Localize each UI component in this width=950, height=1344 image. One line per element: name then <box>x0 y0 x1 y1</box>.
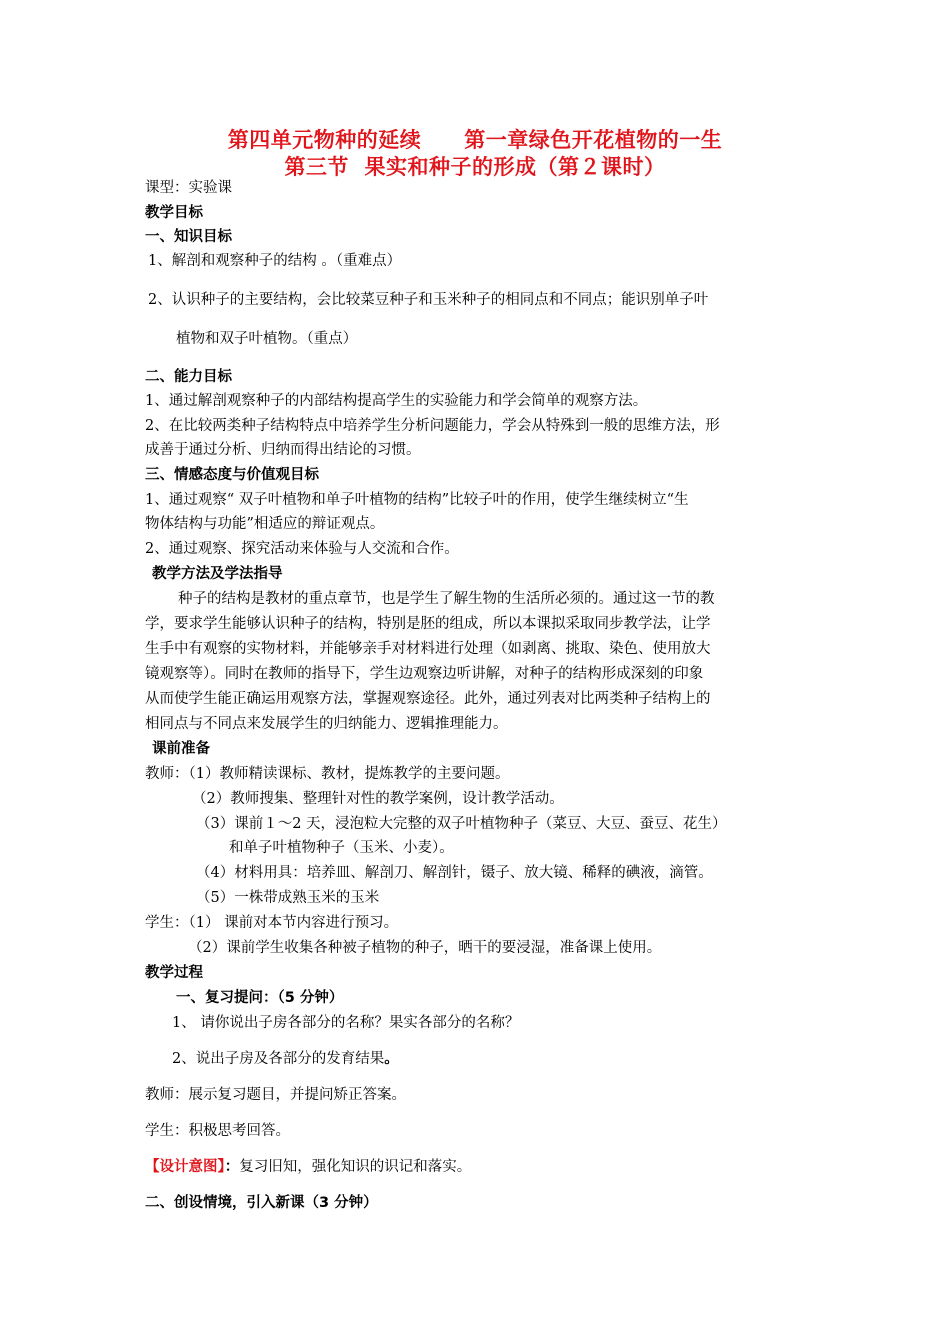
emotion-item-2: 2、通过观察、探究活动来体验与人交流和合作。 <box>145 541 459 557</box>
teacher-prep-3-line-1: （3）课前１～2 天，浸泡粒大完整的双子叶植物种子（菜豆、大豆、蚕豆、花生） <box>196 816 727 832</box>
methods-line-1: 种子的结构是教材的重点章节，也是学生了解生物的生活所必须的。通过这一节的教 <box>178 591 715 607</box>
emotion-heading: 三、情感态度与价值观目标 <box>145 467 319 483</box>
title-line-1: 第四单元物种的延续 第一章绿色开花植物的一生 <box>227 128 723 152</box>
knowledge-item-1: 1、解剖和观察种子的结构 。（重难点） <box>148 253 402 269</box>
teacher-prep-4: （4）材料用具：培养皿、解剖刀、解剖针，镊子、放大镜、稀释的碘液，滴管。 <box>196 865 713 881</box>
student-review: 学生：积极思考回答。 <box>145 1123 290 1139</box>
preparation-heading: 课前准备 <box>152 741 210 757</box>
student-prep-1: 学生：（1） 课前对本节内容进行预习。 <box>145 915 399 931</box>
review-question-2 <box>172 1049 399 1069</box>
methods-line-4: 镜观察等）。同时在教师的指导下，学生边观察边听讲解，对种子的结构形成深刻的印象 <box>145 666 704 682</box>
emotion-item-1-line-2: 物体结构与功能”相适应的辩证观点。 <box>145 516 385 532</box>
review-question-2-text: 2、说出子房及各部分的发育结果 <box>172 1051 385 1067</box>
design-intent <box>145 1157 471 1177</box>
review-question-2-period: 。 <box>384 1051 399 1067</box>
methods-heading: 教学方法及学法指导 <box>152 566 283 582</box>
knowledge-heading: 一、知识目标 <box>145 229 232 245</box>
teacher-prep-5: （5）一株带成熟玉米的玉米 <box>196 890 380 906</box>
methods-line-5: 从而使学生能正确运用观察方法，掌握观察途径。此外，通过列表对比两类种子结构上的 <box>145 691 711 707</box>
design-intent-label: 【设计意图】 <box>145 1159 225 1175</box>
lesson-type: 课型：实验课 <box>145 180 232 196</box>
design-intent-text: 复习旧知，强化知识的识记和落实。 <box>239 1159 472 1175</box>
emotion-item-1-line-1: 1、通过观察“ 双子叶植物和单子叶植物的结构”比较子叶的作用，使学生继续树立“生 <box>145 492 689 508</box>
methods-line-3: 生手中有观察的实物材料，并能够亲手对材料进行处理（如剥离、挑取、染色、使用放大 <box>145 641 711 657</box>
methods-line-2: 学，要求学生能够认识种子的结构，特别是胚的组成，所以本课拟采取同步教学法，让学 <box>145 616 711 632</box>
teacher-prep-1: 教师：（1）教师精读课标、教材，提炼教学的主要问题。 <box>145 766 510 782</box>
review-question-1: 1、 请你说出子房各部分的名称？果实各部分的名称？ <box>172 1015 520 1031</box>
ability-heading: 二、能力目标 <box>145 369 232 385</box>
objectives-heading: 教学目标 <box>145 205 203 221</box>
scene-heading: 二、创设情境，引入新课（3 分钟） <box>145 1195 378 1211</box>
process-heading: 教学过程 <box>145 965 203 981</box>
knowledge-item-2-line-1: 2、认识种子的主要结构，会比较菜豆种子和玉米种子的相同点和不同点；能识别单子叶 <box>148 292 709 308</box>
ability-item-2-line-1: 2、在比较两类种子结构特点中培养学生分析问题能力，学会从特殊到一般的思维方法，形 <box>145 418 720 434</box>
teacher-prep-2: （2）教师搜集、整理针对性的教学案例，设计教学活动。 <box>192 791 564 807</box>
ability-item-1: 1、通过解剖观察种子的内部结构提高学生的实验能力和学会简单的观察方法。 <box>145 393 648 409</box>
knowledge-item-2-line-2: 植物和双子叶植物。（重点） <box>176 331 358 347</box>
design-intent-colon: ： <box>224 1159 240 1175</box>
teacher-review: 教师：展示复习题目，并提问矫正答案。 <box>145 1087 406 1103</box>
ability-item-2-line-2: 成善于通过分析、归纳而得出结论的习惯。 <box>145 442 421 458</box>
review-heading: 一、复习提问：（5 分钟） <box>176 990 344 1006</box>
student-prep-2: （2）课前学生收集各种被子植物的种子，晒干的要浸湿，准备课上使用。 <box>188 940 662 956</box>
teacher-prep-3-line-2: 和单子叶植物种子（玉米、小麦）。 <box>229 840 454 856</box>
methods-line-6: 相同点与不同点来发展学生的归纳能力、逻辑推理能力。 <box>145 716 508 732</box>
title-line-2: 第三节 果实和种子的形成（第２课时） <box>284 155 666 179</box>
